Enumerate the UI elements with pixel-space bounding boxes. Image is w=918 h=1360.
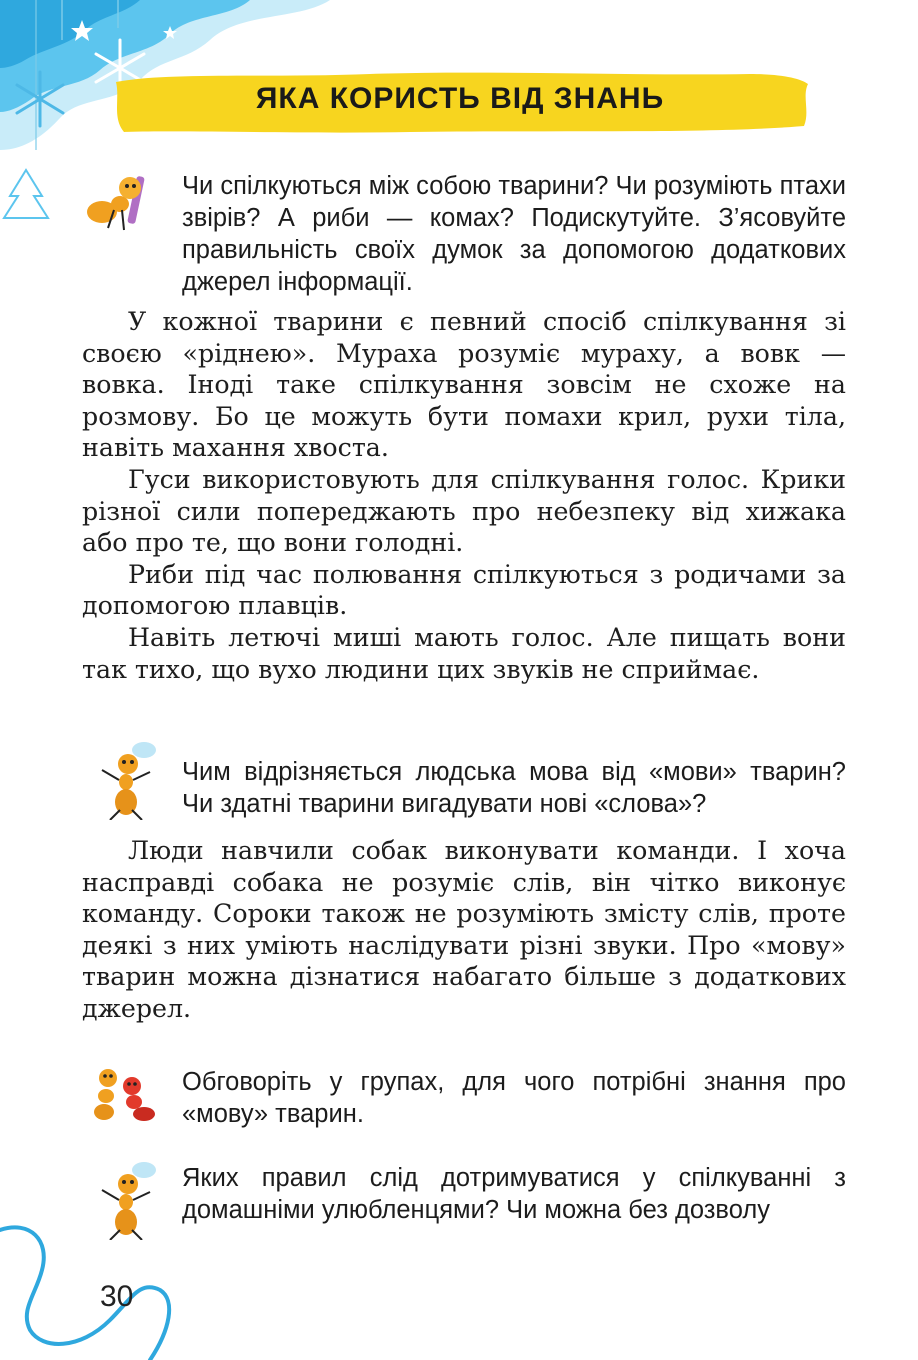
page-number: 30 bbox=[100, 1280, 134, 1313]
paragraph: Люди навчили собак виконувати команди. І хоча насправді собака не розуміє слів, він чітко виконує команду. Сороки також не розуміють змісту слів, проте деякі з них уміють наслідувати різні звуки. Про «мову» тварин можна дізнатися набагато більше з додаткових джерел. bbox=[82, 836, 846, 1023]
paragraph: У кожної тварини є певний спосіб спілкування зі своєю «ріднею». Мураха розуміє мураху, а вовк — вовка. Іноді таке спілкування зовсім не схоже на розмову. Бо це можуть бути помахи крил, рухи тіла, навіть махання хвоста. bbox=[82, 307, 846, 463]
task-question-text: Чим відрізняється людська мова від «мови» тварин? Чи здатні тварини вигадувати нові «слова»? bbox=[182, 758, 846, 818]
thinking-ant-icon bbox=[94, 740, 158, 820]
task-pets-question-text: Яких правил слід дотримуватися у спілкуванні з домашніми улюбленцями? Чи можна без дозволу bbox=[182, 1164, 846, 1224]
blue-swirl-decoration bbox=[0, 1210, 180, 1360]
page-title: ЯКА КОРИСТЬ ВІД ЗНАНЬ bbox=[255, 82, 665, 115]
task-discussion-text: Чи спілкуються між собою тварини? Чи розуміють птахи звірів? А риби — комах? Подискутуйте. З’ясовуйте правильність своїх думок за допомогою додаткових джерел інформації. bbox=[182, 172, 846, 296]
ant-with-pencil-icon bbox=[84, 170, 154, 238]
two-ants-group-icon bbox=[88, 1060, 160, 1122]
text-block-2 bbox=[82, 835, 846, 1025]
paragraph: Гуси використовують для спілкування голос. Крики різної сили попереджають про небезпеку від хижака або про те, що вони голодні. bbox=[82, 464, 846, 558]
task-group-discussion-text: Обговоріть у групах, для чого потрібні знання про «мову» тварин. bbox=[182, 1068, 846, 1128]
paragraph: Риби під час полювання спілкуються з родичами за допомогою плавців. bbox=[82, 559, 846, 621]
paragraph: Навіть летючі миші мають голос. Але пищать вони так тихо, що вухо людини цих звуків не сприймає. bbox=[82, 622, 846, 684]
christmas-tree-icon bbox=[4, 170, 48, 218]
text-block-1 bbox=[82, 306, 846, 685]
